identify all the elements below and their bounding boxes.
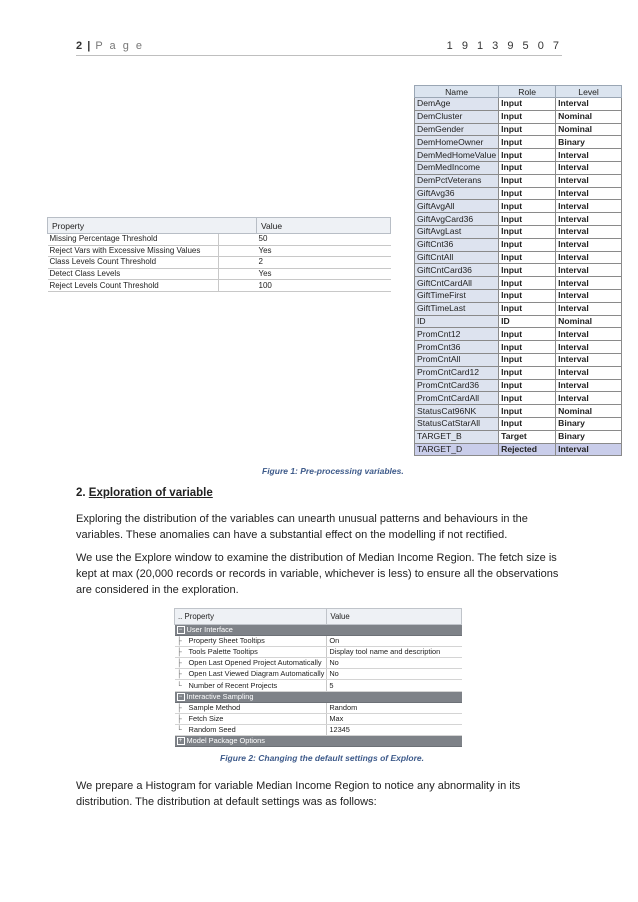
- property-label: Fetch Size: [188, 713, 224, 723]
- property-group-cell: [175, 735, 462, 746]
- variable-role-cell[interactable]: Target: [499, 430, 556, 443]
- variable-role-cell[interactable]: Input: [499, 302, 556, 315]
- property-name-cell: [175, 680, 327, 691]
- tree-branch-icon: ├: [176, 702, 182, 712]
- table-row[interactable]: [175, 669, 462, 680]
- variables-table-header: [415, 86, 622, 98]
- table-row[interactable]: [415, 187, 622, 200]
- property-name-cell: [175, 669, 327, 680]
- variables-table: [414, 85, 622, 456]
- table-row[interactable]: [175, 680, 462, 691]
- variable-role-cell[interactable]: Input: [499, 277, 556, 290]
- table-row[interactable]: [415, 136, 622, 149]
- variable-name-cell[interactable]: DemPctVeterans: [415, 174, 499, 187]
- property-value-cell[interactable]: No: [327, 669, 462, 680]
- variable-level-cell[interactable]: Interval: [556, 161, 622, 174]
- explore-settings-table: [174, 608, 462, 747]
- variable-name-cell[interactable]: GiftCnt36: [415, 238, 499, 251]
- variable-role-cell[interactable]: Input: [499, 149, 556, 162]
- table-row[interactable]: [175, 713, 462, 724]
- table-row[interactable]: [415, 200, 622, 213]
- variable-role-cell[interactable]: Input: [499, 174, 556, 187]
- variable-level-cell[interactable]: Interval: [556, 277, 622, 290]
- property-label: Open Last Opened Project Automatically: [188, 658, 322, 668]
- table-row[interactable]: [415, 161, 622, 174]
- property-value-cell[interactable]: Max: [327, 713, 462, 724]
- property-label: Property Sheet Tooltips: [188, 636, 265, 646]
- variable-role-cell[interactable]: Input: [499, 289, 556, 302]
- property-group-label: User Interface: [186, 625, 233, 635]
- property-label: Random Seed: [188, 724, 236, 734]
- variable-role-cell[interactable]: Input: [499, 341, 556, 354]
- variable-name-cell[interactable]: GiftAvgLast: [415, 225, 499, 238]
- variable-name-cell[interactable]: PromCnt12: [415, 328, 499, 341]
- variable-name-cell[interactable]: DemMedIncome: [415, 161, 499, 174]
- table-row[interactable]: [415, 98, 622, 111]
- property-name-cell: Class Levels Count Threshold: [48, 257, 219, 269]
- variable-name-cell[interactable]: GiftCntCardAll: [415, 277, 499, 290]
- property-value-cell[interactable]: 50: [257, 234, 391, 246]
- table-row[interactable]: [415, 264, 622, 277]
- variable-role-cell[interactable]: Input: [499, 238, 556, 251]
- property-value-cell[interactable]: 5: [327, 680, 462, 691]
- table-row[interactable]: [415, 123, 622, 136]
- collapse-icon[interactable]: −: [177, 693, 185, 701]
- table-row[interactable]: [175, 647, 462, 658]
- table-row[interactable]: [175, 636, 462, 647]
- variable-level-cell[interactable]: Interval: [556, 213, 622, 226]
- table-row[interactable]: [415, 379, 622, 392]
- col-value[interactable]: Value: [327, 609, 462, 625]
- property-label: Open Last Viewed Diagram Automatically: [188, 669, 325, 679]
- property-label: Number of Recent Projects: [188, 680, 278, 690]
- property-name-cell: [175, 647, 327, 658]
- property-value-cell[interactable]: 2: [257, 257, 391, 269]
- variable-name-cell[interactable]: DemAge: [415, 98, 499, 111]
- paragraph-2: We use the Explore window to examine the distribution of Median Income Region. The fetch size is kept at max (20,000 records or records in variable, whichever is less) to ensure all the observations are considered in the exploration.: [76, 552, 559, 596]
- table-row[interactable]: [415, 213, 622, 226]
- variable-name-cell[interactable]: TARGET_B: [415, 430, 499, 443]
- variable-level-cell[interactable]: Interval: [556, 328, 622, 341]
- property-name-cell: [175, 724, 327, 735]
- variable-role-cell[interactable]: Input: [499, 366, 556, 379]
- variable-level-cell[interactable]: Interval: [556, 264, 622, 277]
- variable-level-cell[interactable]: Interval: [556, 251, 622, 264]
- variable-role-cell[interactable]: Input: [499, 417, 556, 430]
- page-separator: |: [87, 40, 92, 52]
- variable-name-cell[interactable]: PromCntCard36: [415, 379, 499, 392]
- variable-level-cell[interactable]: Interval: [556, 302, 622, 315]
- variable-role-cell[interactable]: ID: [499, 315, 556, 328]
- tree-branch-icon: ├: [176, 658, 182, 668]
- table-row[interactable]: [415, 417, 622, 430]
- property-name-cell: [175, 713, 327, 724]
- variable-name-cell[interactable]: GiftTimeLast: [415, 302, 499, 315]
- property-value-cell[interactable]: 100: [257, 280, 391, 292]
- spacer-cell: [218, 268, 257, 280]
- variable-level-cell[interactable]: Interval: [556, 341, 622, 354]
- col-value[interactable]: Value: [257, 218, 391, 234]
- property-group-label: Model Package Options: [186, 735, 265, 745]
- variable-name-cell[interactable]: DemMedHomeValue: [415, 149, 499, 162]
- spacer-cell: [218, 234, 257, 246]
- variable-role-cell[interactable]: Input: [499, 264, 556, 277]
- variable-level-cell[interactable]: Binary: [556, 430, 622, 443]
- table-row[interactable]: [415, 149, 622, 162]
- table-row[interactable]: [48, 280, 391, 292]
- variable-level-cell[interactable]: Nominal: [556, 405, 622, 418]
- table-row[interactable]: [48, 268, 391, 280]
- variable-name-cell[interactable]: GiftAvgAll: [415, 200, 499, 213]
- property-value-cell[interactable]: Yes: [257, 268, 391, 280]
- variable-name-cell[interactable]: PromCntCard12: [415, 366, 499, 379]
- variable-level-cell[interactable]: Interval: [556, 200, 622, 213]
- variable-name-cell[interactable]: DemGender: [415, 123, 499, 136]
- property-name-cell: [175, 636, 327, 647]
- variable-level-cell[interactable]: Nominal: [556, 123, 622, 136]
- variable-level-cell[interactable]: Interval: [556, 225, 622, 238]
- variable-name-cell[interactable]: ID: [415, 315, 499, 328]
- variable-level-cell[interactable]: Interval: [556, 98, 622, 111]
- col-level[interactable]: Level: [556, 86, 622, 98]
- collapse-icon[interactable]: −: [177, 626, 185, 634]
- variable-level-cell[interactable]: Interval: [556, 353, 622, 366]
- variable-role-cell[interactable]: Input: [499, 136, 556, 149]
- table-row[interactable]: [415, 289, 622, 302]
- page-number: 2: [76, 40, 84, 52]
- variable-name-cell[interactable]: StatusCatStarAll: [415, 417, 499, 430]
- property-name-cell: [175, 658, 327, 669]
- variable-name-cell[interactable]: PromCntCardAll: [415, 392, 499, 405]
- table-row[interactable]: [415, 405, 622, 418]
- table-row[interactable]: [415, 251, 622, 264]
- table-row[interactable]: [415, 225, 622, 238]
- variable-role-cell[interactable]: Input: [499, 225, 556, 238]
- property-label: Tools Palette Tooltips: [188, 647, 258, 657]
- table-row[interactable]: [415, 238, 622, 251]
- variable-role-cell[interactable]: Input: [499, 328, 556, 341]
- table-row[interactable]: [415, 443, 622, 456]
- table-row[interactable]: [48, 257, 391, 269]
- table-row[interactable]: [415, 315, 622, 328]
- variable-level-cell[interactable]: Interval: [556, 289, 622, 302]
- variable-level-cell[interactable]: Nominal: [556, 110, 622, 123]
- property-group-row[interactable]: [175, 735, 462, 746]
- variable-role-cell[interactable]: Input: [499, 161, 556, 174]
- table-row[interactable]: [48, 234, 391, 246]
- table-row[interactable]: [415, 302, 622, 315]
- property-value-cell[interactable]: 12345: [327, 724, 462, 735]
- variable-role-cell[interactable]: Input: [499, 98, 556, 111]
- variable-level-cell[interactable]: Interval: [556, 392, 622, 405]
- property-name-cell: [175, 702, 327, 713]
- table-row[interactable]: [415, 430, 622, 443]
- variable-name-cell[interactable]: TARGET_D: [415, 443, 499, 456]
- preprocess-property-table: [47, 217, 391, 292]
- table-row[interactable]: [415, 353, 622, 366]
- tree-branch-icon: └: [176, 680, 182, 690]
- property-group-row[interactable]: [175, 625, 462, 636]
- variable-name-cell[interactable]: PromCnt36: [415, 341, 499, 354]
- variable-name-cell[interactable]: StatusCat96NK: [415, 405, 499, 418]
- variable-role-cell[interactable]: Input: [499, 110, 556, 123]
- property-group-label: Interactive Sampling: [186, 691, 254, 701]
- page-word: P a g e: [95, 40, 144, 52]
- property-value-cell[interactable]: Display tool name and description: [327, 647, 462, 658]
- variable-role-cell[interactable]: Input: [499, 379, 556, 392]
- variable-role-cell[interactable]: Input: [499, 187, 556, 200]
- variable-name-cell[interactable]: PromCntAll: [415, 353, 499, 366]
- table-row[interactable]: [48, 245, 391, 257]
- tree-branch-icon: ├: [176, 669, 182, 679]
- variable-role-cell[interactable]: Input: [499, 200, 556, 213]
- tree-branch-icon: ├: [176, 713, 182, 723]
- variable-name-cell[interactable]: GiftCntCard36: [415, 264, 499, 277]
- property-name-cell: Detect Class Levels: [48, 268, 219, 280]
- figure1-caption: Figure 1: Pre-processing variables.: [262, 466, 404, 476]
- page-header: [76, 40, 562, 56]
- expand-icon[interactable]: +: [177, 737, 185, 745]
- variable-role-cell[interactable]: Input: [499, 213, 556, 226]
- table-row[interactable]: [415, 392, 622, 405]
- section-title: Exploration of variable: [88, 487, 213, 499]
- table-row[interactable]: [415, 366, 622, 379]
- paragraph-1: Exploring the distribution of the variables can unearth unusual patterns and behaviours in the variables. These anomalies can have a substantial effect on the modelling if not rectified.: [76, 513, 528, 541]
- variable-level-cell[interactable]: Interval: [556, 149, 622, 162]
- header-divider: [76, 55, 562, 56]
- spacer-cell: [218, 245, 257, 257]
- tree-branch-icon: ├: [176, 647, 182, 657]
- property-value-cell[interactable]: No: [327, 658, 462, 669]
- variable-name-cell[interactable]: DemHomeOwner: [415, 136, 499, 149]
- table-row[interactable]: [415, 277, 622, 290]
- variable-name-cell[interactable]: GiftCntAll: [415, 251, 499, 264]
- table-row[interactable]: [175, 702, 462, 713]
- property-name-cell: Reject Levels Count Threshold: [48, 280, 219, 292]
- tree-branch-icon: └: [176, 724, 182, 734]
- section-number: 2.: [76, 487, 86, 499]
- property-group-cell: [175, 625, 462, 636]
- property-name-cell: Missing Percentage Threshold: [48, 234, 219, 246]
- variable-role-cell[interactable]: Input: [499, 123, 556, 136]
- tree-branch-icon: ├: [176, 636, 182, 646]
- table-row[interactable]: [175, 724, 462, 735]
- page-number-label: [76, 40, 144, 52]
- table-row[interactable]: [415, 174, 622, 187]
- property-group-cell: [175, 691, 462, 702]
- variable-level-cell[interactable]: Binary: [556, 417, 622, 430]
- variable-name-cell[interactable]: GiftAvgCard36: [415, 213, 499, 226]
- variable-role-cell[interactable]: Input: [499, 405, 556, 418]
- table-row[interactable]: [415, 328, 622, 341]
- col-property[interactable]: .. Property: [175, 609, 327, 625]
- table-row[interactable]: [175, 658, 462, 669]
- variable-level-cell[interactable]: Interval: [556, 366, 622, 379]
- variable-role-cell[interactable]: Input: [499, 251, 556, 264]
- variable-level-cell[interactable]: Interval: [556, 379, 622, 392]
- variable-role-cell[interactable]: Input: [499, 353, 556, 366]
- property-name-cell: Reject Vars with Excessive Missing Values: [48, 245, 219, 257]
- spacer-cell: [218, 280, 257, 292]
- property-value-cell[interactable]: Random: [327, 702, 462, 713]
- variable-level-cell[interactable]: Interval: [556, 174, 622, 187]
- variable-name-cell[interactable]: DemCluster: [415, 110, 499, 123]
- section-heading: [76, 487, 213, 499]
- variable-role-cell[interactable]: Input: [499, 392, 556, 405]
- variable-level-cell[interactable]: Nominal: [556, 315, 622, 328]
- property-value-cell[interactable]: Yes: [257, 245, 391, 257]
- variable-level-cell[interactable]: Interval: [556, 187, 622, 200]
- variable-level-cell[interactable]: Interval: [556, 443, 622, 456]
- spacer-cell: [218, 257, 257, 269]
- property-value-cell[interactable]: On: [327, 636, 462, 647]
- property-label: Sample Method: [188, 702, 241, 712]
- figure2-caption: Figure 2: Changing the default settings of Explore.: [220, 753, 425, 763]
- col-property[interactable]: Property: [48, 218, 257, 234]
- paragraph-3: We prepare a Histogram for variable Median Income Region to notice any abnormality in its distribution. The distribution at default settings was as follows:: [76, 780, 521, 808]
- col-name[interactable]: Name: [415, 86, 499, 98]
- variable-level-cell[interactable]: Binary: [556, 136, 622, 149]
- table-row[interactable]: [415, 341, 622, 354]
- variable-level-cell[interactable]: Interval: [556, 238, 622, 251]
- col-role[interactable]: Role: [499, 86, 556, 98]
- student-id: 1 9 1 3 9 5 0 7: [446, 40, 562, 52]
- property-group-row[interactable]: [175, 691, 462, 702]
- variable-role-cell[interactable]: Rejected: [499, 443, 556, 456]
- table-row[interactable]: [415, 110, 622, 123]
- variable-name-cell[interactable]: GiftTimeFirst: [415, 289, 499, 302]
- variable-name-cell[interactable]: GiftAvg36: [415, 187, 499, 200]
